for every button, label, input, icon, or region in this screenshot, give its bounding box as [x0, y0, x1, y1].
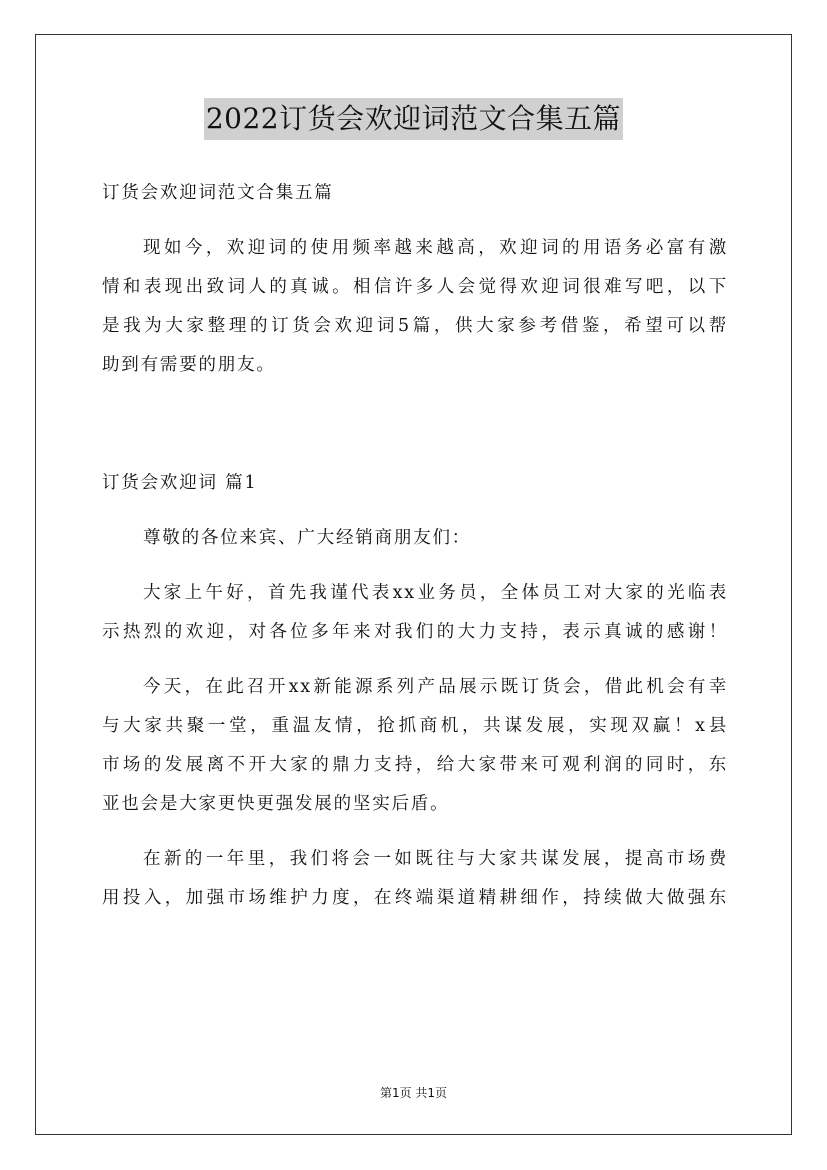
- paragraph-line: 在新的一年里，我们将会一如既往与大家共谋发展，提高市场费: [143, 849, 728, 869]
- page-footer: 第1页 共1页: [379, 1086, 448, 1100]
- paragraph-line: 今天，在此召开xx新能源系列产品展示既订货会，借此机会有幸: [143, 677, 728, 697]
- document-title: [0, 98, 827, 140]
- document-body: [102, 174, 728, 934]
- paragraph-line: 与大家共聚一堂，重温友情，抢抓商机，共谋发展，实现双赢！x县: [102, 716, 728, 736]
- intro-paragraph: [102, 229, 728, 385]
- paragraph-line: 大家上午好，首先我谨代表xx业务员，全体员工对大家的光临表: [143, 583, 728, 603]
- paragraph-line: 是我为大家整理的订货会欢迎词5篇，供大家参考借鉴，希望可以帮: [102, 316, 728, 336]
- document-subtitle: 订货会欢迎词范文合集五篇: [102, 183, 334, 203]
- section-heading: 订货会欢迎词 篇1: [102, 473, 258, 493]
- paragraph-2: [102, 668, 728, 824]
- paragraph-line: 情和表现出致词人的真诚。相信许多人会觉得欢迎词很难写吧，以下: [102, 277, 728, 297]
- paragraph-line: 助到有需要的朋友。: [102, 355, 276, 375]
- paragraph-line: 亚也会是大家更快更强发展的坚实后盾。: [102, 794, 450, 814]
- document-title-text: 2022订货会欢迎词范文合集五篇: [204, 98, 623, 140]
- salutation: 尊敬的各位来宾、广大经销商朋友们：: [143, 528, 472, 548]
- paragraph-3: [102, 840, 728, 918]
- paragraph-line: 现如今，欢迎词的使用频率越来越高，欢迎词的用语务必富有激: [143, 238, 728, 258]
- section-gap: [102, 401, 728, 464]
- paragraph-line: 市场的发展离不开大家的鼎力支持，给大家带来可观利润的同时，东: [102, 755, 728, 775]
- paragraph-line: 用投入，加强市场维护力度，在终端渠道精耕细作，持续做大做强东: [102, 888, 728, 908]
- paragraph-1: [102, 574, 728, 652]
- paragraph-line: 示热烈的欢迎，对各位多年来对我们的大力支持，表示真诚的感谢！: [102, 622, 728, 642]
